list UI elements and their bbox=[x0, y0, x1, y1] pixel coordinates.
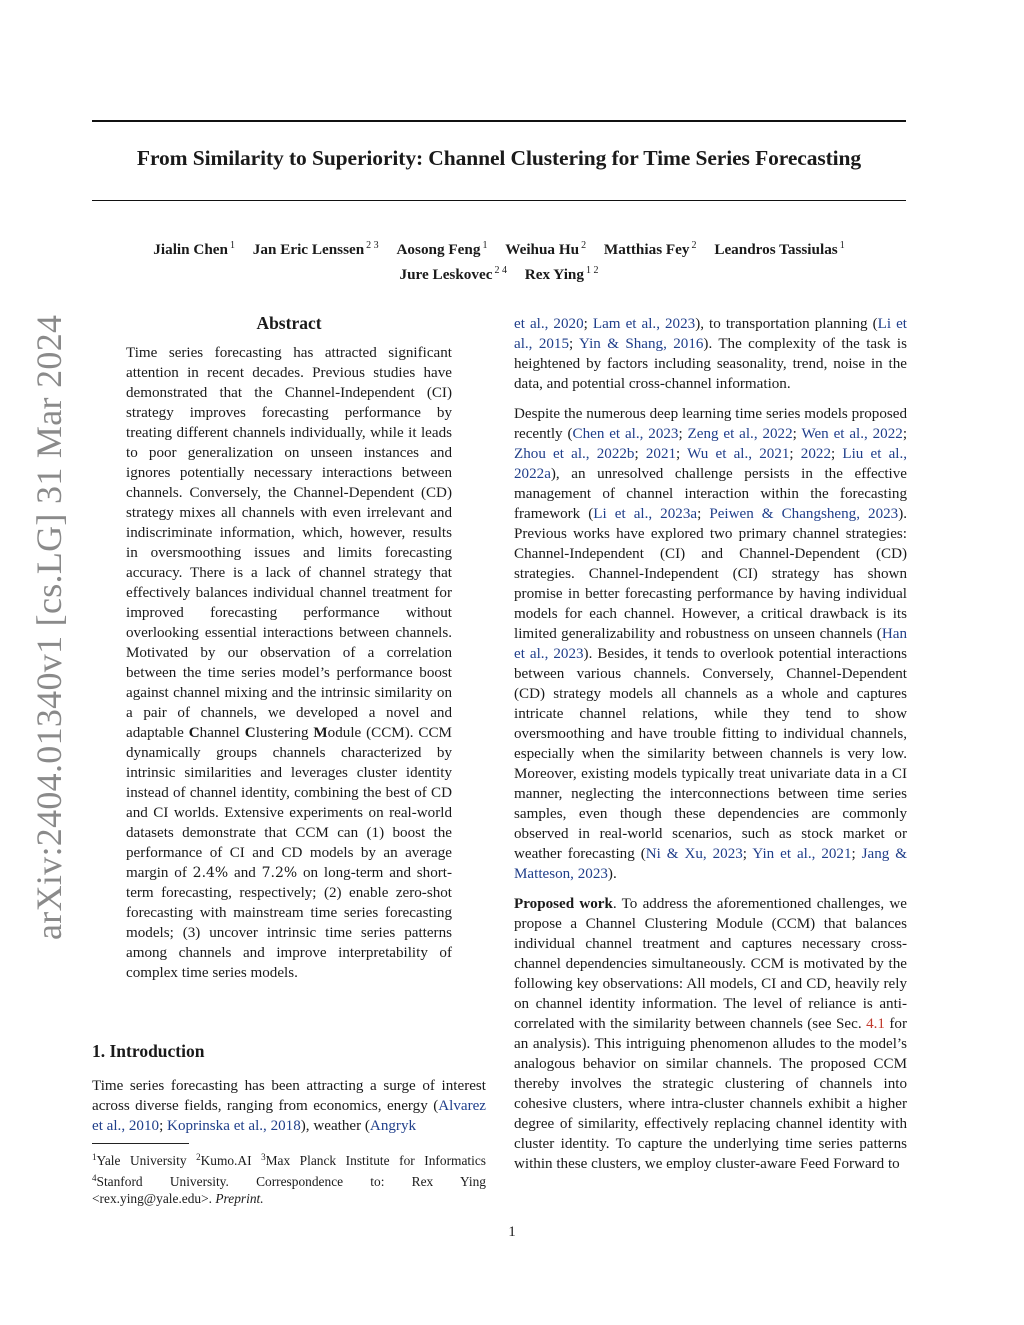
footnote-rule bbox=[92, 1143, 189, 1144]
author: Jialin Chen $^1$ bbox=[153, 240, 235, 258]
author: Rex Ying $^{1 2}$ bbox=[524, 265, 599, 283]
author: Leandros Tassiulas $^1$ bbox=[714, 240, 845, 258]
affiliation-footnote: $^1$Yale University $^2$Kumo.AI $^3$Max Planck Institute for Informatics $^4$Stanford University. Correspondence to: Rex Ying <rex.ying@yale.edu>. Preprint. bbox=[92, 1152, 486, 1206]
author: Aosong Feng $^1$ bbox=[396, 240, 488, 258]
author: Jure Leskovec $^{2 4}$ bbox=[399, 265, 507, 283]
citation-link[interactable]: Chen et al., 2023 bbox=[572, 426, 679, 442]
citation-link[interactable]: Ni & Xu, 2023 bbox=[645, 846, 743, 862]
citation-link[interactable]: Lam et al., 2023 bbox=[592, 316, 696, 332]
citation-link[interactable]: Angryk bbox=[369, 1118, 417, 1134]
paragraph-lead: Proposed work bbox=[514, 896, 613, 912]
title-rule-top bbox=[92, 120, 906, 122]
citation-link[interactable]: Peiwen & Changsheng, 2023 bbox=[709, 506, 899, 522]
citation-link[interactable]: Jang & Matteson, 2023 bbox=[514, 846, 908, 882]
author: Weihua Hu $^2$ bbox=[505, 240, 587, 258]
citation-link[interactable]: Wen et al., 2022 bbox=[801, 426, 903, 442]
citation-link[interactable]: Koprinska et al., 2018 bbox=[167, 1118, 301, 1134]
right-column bbox=[514, 314, 907, 1174]
citation-link[interactable]: et al., 2020 bbox=[514, 316, 584, 332]
citation-link[interactable]: Li et al., 2015 bbox=[514, 316, 907, 352]
citation-link[interactable]: 2021 bbox=[645, 446, 677, 462]
citation-link[interactable]: Alvarez et al., 2010 bbox=[92, 1098, 486, 1134]
citation-link[interactable]: Liu et al., 2022a bbox=[514, 446, 908, 482]
citation-link[interactable]: Wu et al., 2021 bbox=[687, 446, 790, 462]
citation-link[interactable]: Zeng et al., 2022 bbox=[687, 426, 793, 442]
abstract-heading: Abstract bbox=[256, 313, 322, 333]
section-heading-introduction: 1. Introduction bbox=[92, 1041, 205, 1061]
intro-text: Time series forecasting has been attracting a surge of interest across diverse fields, ranging from economics, energy (Alvarez et al., 2010; Koprinska et al., 2018), weather (Angryk bbox=[92, 1078, 486, 1134]
author-list bbox=[92, 235, 906, 285]
paragraph: et al., 2020; Lam et al., 2023), to transportation planning (Li et al., 2015; Yin & Shang, 2016). The complexity of the task is heightened by factors including seasonality, trend, noise in the data, and potential cross-channel information. bbox=[514, 316, 907, 392]
paragraph: Despite the numerous deep learning time series models proposed recently (Chen et al., 2023; Zeng et al., 2022; Wen et al., 2022; Zhou et al., 2022b; 2021; Wu et al., 2021; 2022; Liu et al., 2022a), an unresolved challenge persists in the effective management of channel interaction within the forecasting framework (Li et al., 2023a; Peiwen & Changsheng, 2023). Previous works have explored two primary channel strategies: Channel-Independent (CI) and Channel-Dependent (CD) strategies. Channel-Independent (CI) strategy has shown promise in better forecasting performance by having individual models for each channel. However, a critical drawback is its limited generalizability and robustness on unseen channels (Han et al., 2023). Besides, it tends to overlook potential interactions between various channels. Conversely, Channel-Dependent (CD) strategy models all channels as a whole and captures intricate channel relations, while they tend to show oversmoothing and have trouble fitting to individual channels, especially when the similarity between channels is very low. Moreover, existing models typically treat univariate data in a CI manner, neglecting the interconnections between time series samples, even though these dependencies are commonly observed in real-world scenarios, such as stock market or weather forecasting (Ni & Xu, 2023; Yin et al., 2021; Jang & Matteson, 2023). bbox=[514, 406, 908, 882]
page-number: 1 bbox=[508, 1224, 516, 1240]
abstract-text: Time series forecasting has attracted significant attention in recent decades. Previous studies have demonstrated that the Channel-Independent (CI) strategy improves forecasting performance by treating different channels individually, while it leads to poor generalization on unseen instances and ignores potentially necessary interactions between channels. Conversely, the Channel-Dependent (CD) strategy mixes all channels with even irrelevant and indiscriminate information, which, however, results in oversmoothing issues and limits forecasting accuracy. There is a lack of channel strategy that effectively balances individual channel treatment for improved forecasting performance without overlooking essential interactions between channels. Motivated by our observation of a correlation between the time series model’s performance boost against channel mixing and the intrinsic similarity on a pair of channels, we developed a novel and adaptable Channel Clustering Module (CCM). CCM dynamically groups channels characterized by intrinsic similarities and leverages cluster identity instead of channel identity, combining the best of CD and CI worlds. Extensive experiments on real-world datasets demonstrate that CCM can (1) boost the performance of CI and CD models by an average margin of 2.4% and 7.2% on long-term and short-term forecasting, respectively; (2) enable zero-shot forecasting with mainstream time series forecasting models; (3) uncover intrinsic time series patterns among channels and improve interpretability of complex time series models. bbox=[126, 345, 453, 981]
author: Jan Eric Lenssen $^{2 3}$ bbox=[252, 240, 379, 258]
citation-link[interactable]: Li et al., 2023a bbox=[593, 506, 698, 522]
paper-title: From Similarity to Superiority: Channel Clustering for Time Series Forecasting bbox=[136, 146, 862, 170]
arxiv-stamp: arXiv:2404.01340v1 [cs.LG] 31 Mar 2024 bbox=[29, 314, 69, 940]
citation-link[interactable]: Han et al., 2023 bbox=[514, 626, 907, 662]
citation-link[interactable]: Yin et al., 2021 bbox=[752, 846, 852, 862]
title-rule-bottom bbox=[92, 200, 906, 201]
author: Matthias Fey $^2$ bbox=[603, 240, 697, 258]
citation-link[interactable]: 2022 bbox=[800, 446, 831, 462]
citation-link[interactable]: Yin & Shang, 2016 bbox=[579, 336, 704, 352]
citation-link[interactable]: Zhou et al., 2022b bbox=[514, 446, 635, 462]
section-ref-link[interactable]: 4.1 bbox=[866, 1016, 885, 1032]
paragraph: Proposed work. To address the aforementioned challenges, we propose a Channel Clustering Module (CCM) that balances individual channel treatment and captures necessary cross-channel dependencies simultaneously. CCM is motivated by the following key observations: All models, CI and CD, heavily rely on channel identity information. The level of reliance is anti-correlated with the similarity between channels (see Sec. 4.1 for an analysis). This intriguing phenomenon alludes to the model’s analogous behavior on similar channels. The proposed CCM thereby involves the strategic clustering of channels into cohesive clusters, where intra-cluster channels exhibit a higher degree of similarity, effectively replacing channel identity with cluster identity. To capture the underlying time series patterns within these clusters, we employ cluster-aware Feed Forward to bbox=[514, 896, 908, 1172]
